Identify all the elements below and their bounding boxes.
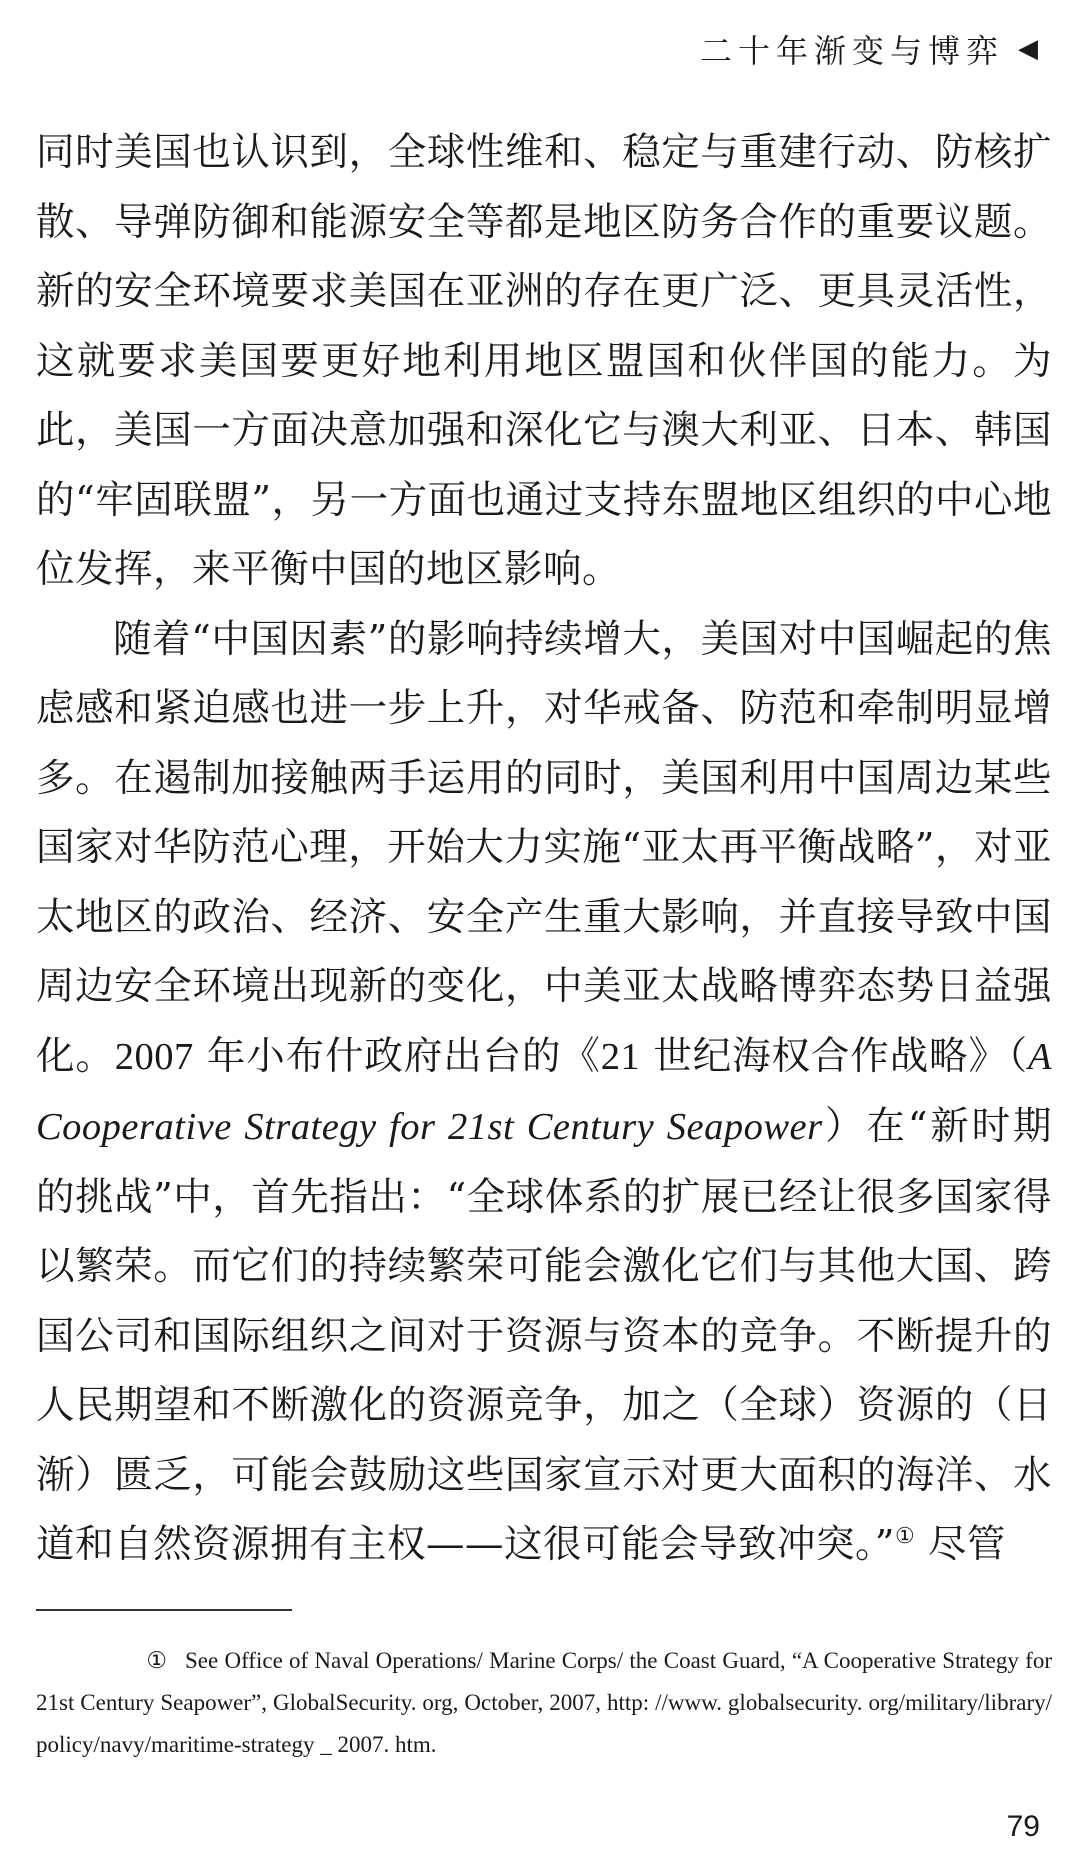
footnote-reference[interactable]: ① bbox=[894, 1524, 916, 1550]
header-triangle-icon: ◀ bbox=[1018, 34, 1038, 64]
footnote-marker: ① bbox=[146, 1648, 167, 1673]
page-number: 79 bbox=[1006, 1810, 1040, 1843]
paragraph-2-part-b: 年小布什政府出台的《 bbox=[193, 1033, 601, 1079]
number-21: 21 bbox=[600, 1035, 641, 1078]
paragraph-2-part-c: 世纪海权合作战略》（ bbox=[640, 1033, 1028, 1079]
header-title: 二十年渐变与博弈 bbox=[699, 32, 1004, 70]
paragraph-2-part-e: 尽管 bbox=[915, 1522, 1006, 1567]
footnote-text: See Office of Naval Operations/ Marine Corps/ the Coast Guard, “A Cooperative Strategy for 21st Century Seapower”, GlobalSecurity. org, October, 2007, http: //www. globalsecurity. org/military/library/policy/navy/maritime-strategy _ 2007. htm. bbox=[36, 1648, 1052, 1757]
paragraph-2-part-d: ）在“新时期的挑战”中，首先指出：“全球体系的扩展已经让很多国家得以繁荣。而它们的持续繁荣可能会激化它们与其他大国、跨国公司和国际组织之间对于资源与资本的竞争。不断提升的人民期望和不断激化的资源竞争，加之（全球）资源的（日渐）匮乏，可能会鼓励这些国家宣示对更大面积的海洋、水道和自然资源拥有主权——这很可能会导致冲突。” bbox=[36, 1104, 1053, 1567]
paragraph-2-part-a: 随着“中国因素”的影响持续增大，美国对中国崛起的焦虑感和紧迫感也进一步上升，对华戒备、防范和牵制明显增多。在遏制加接触两手运用的同时，美国利用中国周边某些国家对华防范心理，开始大力实施“亚太再平衡战略”，对亚太地区的政治、经济、安全产生重大影响，并直接导致中国周边安全环境出现新的变化，中美亚太战略博弈态势日益强化。 bbox=[36, 616, 1052, 1079]
paragraph-1: 同时美国也认识到，全球性维和、稳定与重建行动、防核扩散、导弹防御和能源安全等都是地区防务合作的重要议题。新的安全环境要求美国在亚洲的存在更广泛、更具灵活性，这就要求美国要更好地利用地区盟国和伙伴国的能力。为此，美国一方面决意加强和深化它与澳大利亚、日本、韩国的“牢固联盟”，另一方面也通过支持东盟地区组织的中心地位发挥，来平衡中国的地区影响。 bbox=[36, 130, 1052, 592]
paragraph-2 bbox=[36, 605, 1052, 1580]
year-2007: 2007 bbox=[114, 1035, 194, 1078]
footnote bbox=[36, 1640, 1052, 1766]
body-text bbox=[36, 118, 1052, 1580]
footnote-divider bbox=[36, 1609, 292, 1611]
english-title: A Cooperative Strategy for 21st Century Seapower bbox=[36, 1035, 1052, 1148]
running-header bbox=[700, 26, 1038, 72]
